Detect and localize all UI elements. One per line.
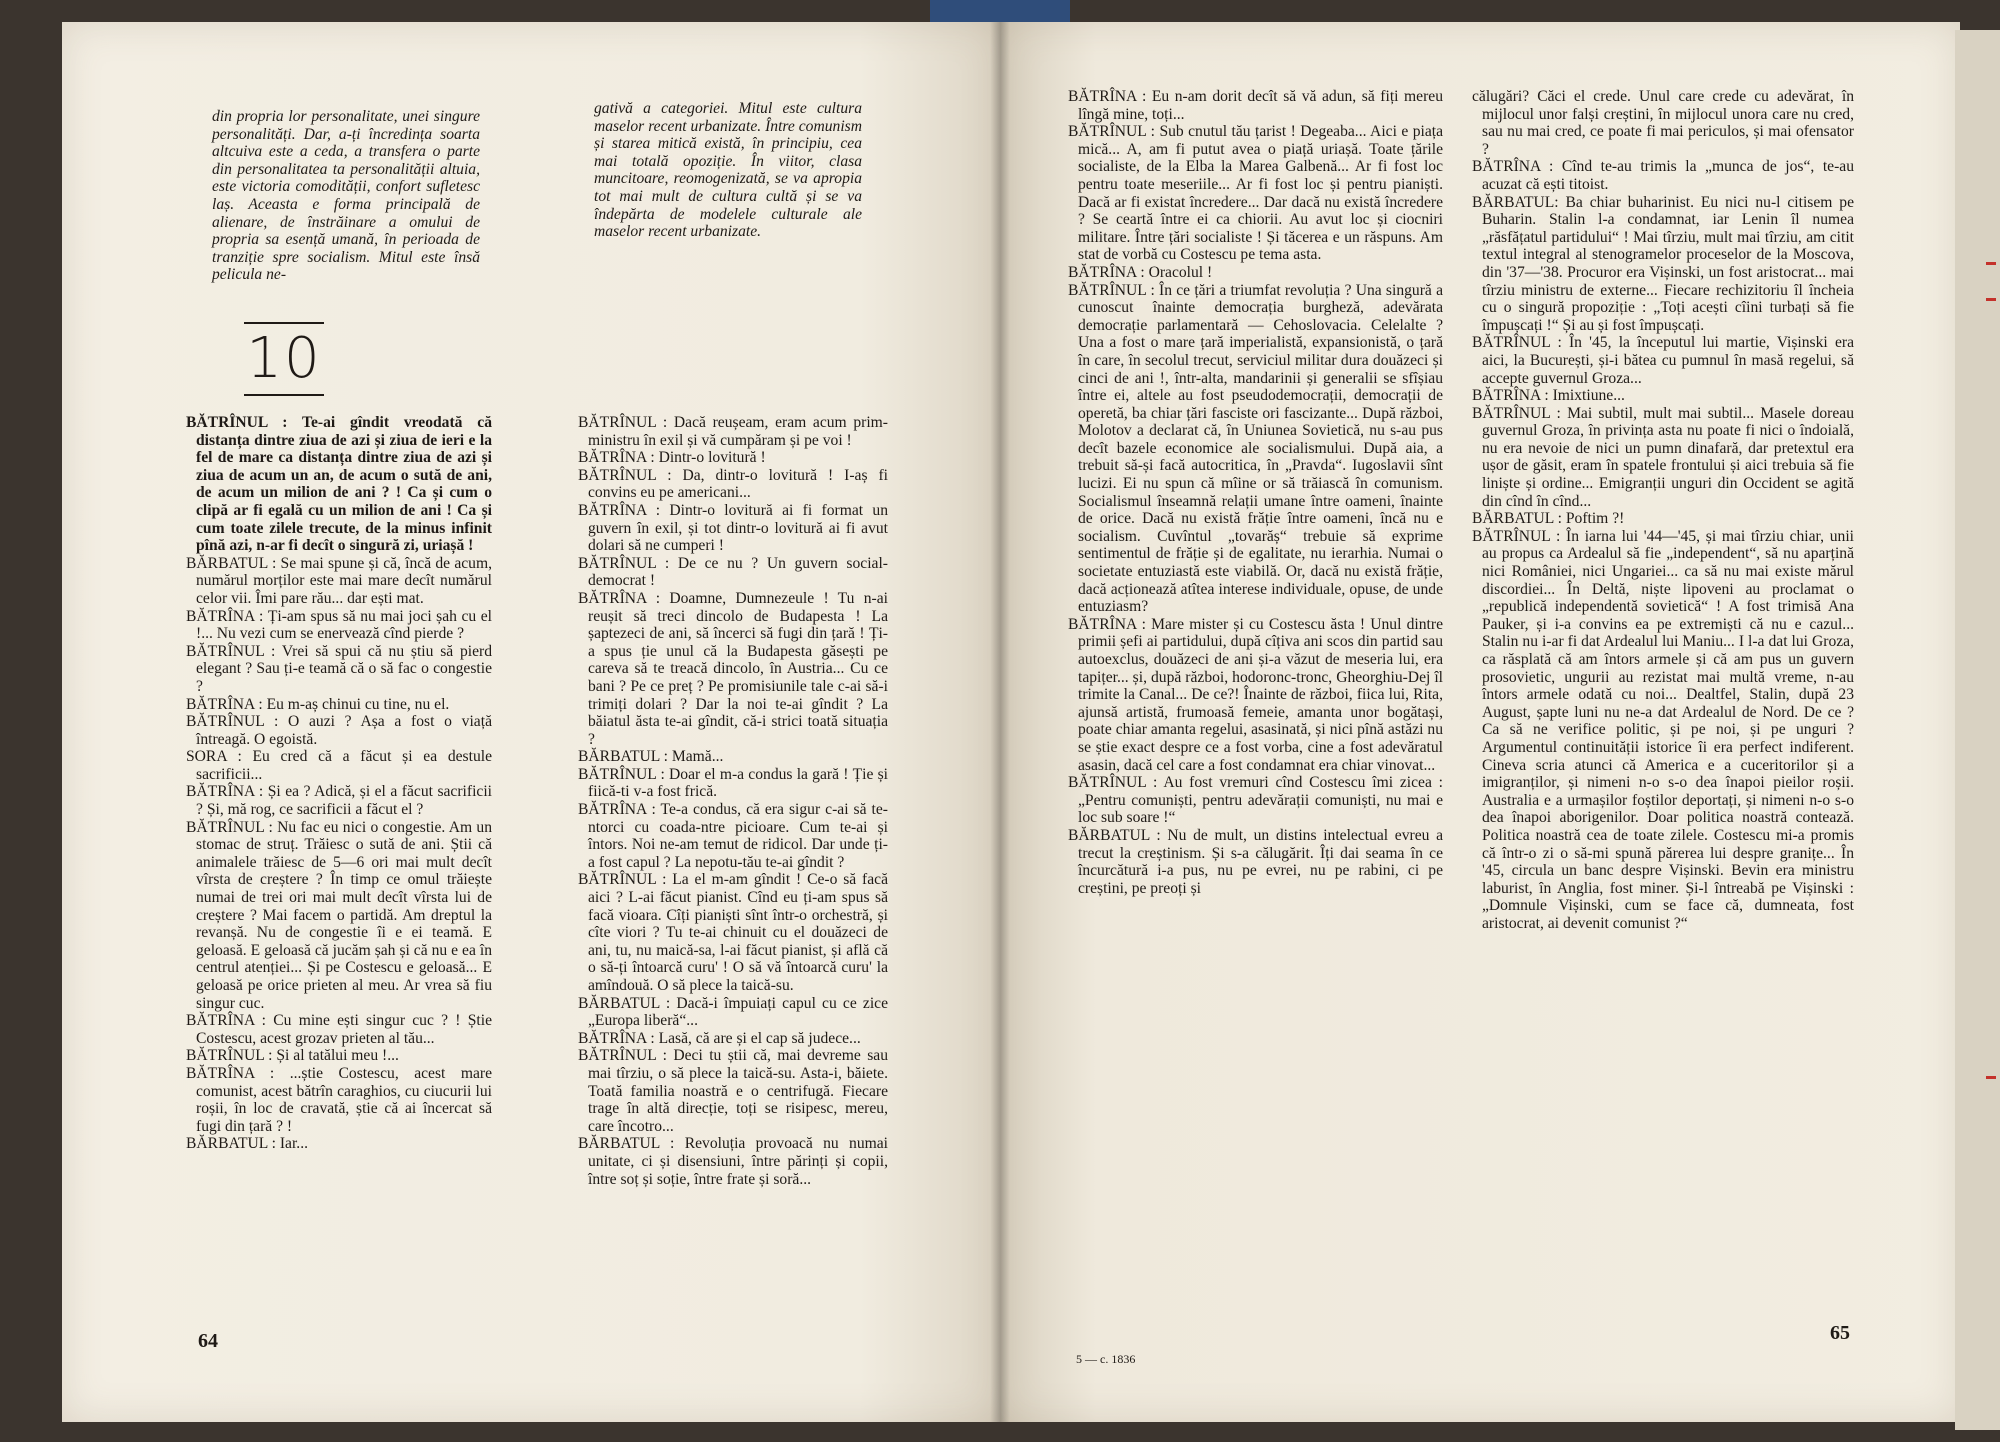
- dialogue-line: BĂRBATUL : Se mai spune și că, încă de acum, numărul morților este mai mare decît numărul celor vii. Îmi pare rău... dar ești mat.: [186, 554, 492, 607]
- red-edge-mark: [1986, 298, 1996, 301]
- red-edge-mark: [1986, 1076, 1996, 1079]
- paragraph: gativă a categoriei. Mitul este cultura maselor recent urbanizate. Între comunism și starea mitică există, în principiu, cea mai totală opoziție. În viitor, clasa muncitoare, reomogenizată, se va apropia tot mai mult de cultura cultă și se va îndepărta de modelele culturale ale maselor recent urbanizate.: [594, 100, 862, 241]
- dialogue-line: BĂTRÎNUL : În '45, la începutul lui martie, Vișinski era aici, la București, și-i bătea cu pumnul în masă regelui, să accepte guvernul Groza...: [1472, 334, 1854, 387]
- dialogue-line: BĂTRÎNA : Doamne, Dumnezeule ! Tu n-ai reușit să treci dincolo de Budapesta ! La șaptezeci de ani, să încerci să fugi din țară ! Ți-a spus ție unul că la Budapesta găsești pe careva să te treacă dincolo, în Austria... Cu ce bani ? Pe ce preț ? Pe promisiunile tale c-ai să-i trimiți dolari ? Dar la noi te-ai gîndit ? La băiatul ăsta te-ai gîndit, că-i strici toată situația ?: [578, 589, 888, 748]
- left-page: [62, 22, 1000, 1422]
- dialogue-line: BĂTRÎNUL : Mai subtil, mult mai subtil... Masele doreau guvernul Groza, în privința asta nu poate fi nici o îndoială, nu era nevoie de nici un pumn dinafară, dar pretextul era ușor de găsit, eram în spatele frontului și aici trebuia să fie liniște și ordine... Emigranții unguri din Occident se agită din cînd în cînd...: [1472, 404, 1854, 510]
- dialogue-line: BĂTRÎNA : Și ea ? Adică, și el a făcut sacrificii ? Și, mă rog, ce sacrificii a făcut el ?: [186, 783, 492, 819]
- dialogue-line: BĂRBATUL : Mamă...: [578, 748, 724, 766]
- red-edge-mark: [1986, 262, 1996, 265]
- chapter-rule-bottom: [244, 394, 324, 396]
- dialogue-line: BĂTRÎNUL : Vrei să spui că nu știu să pierd elegant ? Sau ți-e teamă că o să fac o congestie ?: [186, 642, 492, 695]
- dialogue-line: BĂRBATUL : Iar...: [186, 1135, 309, 1153]
- dialogue-line: BĂTRÎNUL : Nu fac eu nici o congestie. Am un stomac de struț. Trăiesc o sută de ani. Știi că animalele trăiesc de 5—6 ori mai mult decît vîrsta de creștere ? În timp ce omul trăiește numai de trei ori mai mult decît vîrsta lui de creștere ? Mai facem o partidă. Am dreptul la revanșă. Nu de congestie îi e ei teamă. E geloasă. E geloasă că jucăm șah și că nu e ea în centrul atenției... Și pe Costescu e geloasă... E geloasă pe orice prieten al meu. Ar vrea să fiu singur cuc.: [186, 818, 492, 1012]
- dialogue-line: BĂTRÎNA : Eu m-aș chinui cu tine, nu el.: [186, 695, 450, 713]
- dialogue-line: BĂTRÎNUL : O auzi ? Așa a fost o viață întreagă. O egoistă.: [186, 713, 492, 748]
- dialogue-line: BĂRBATUL : Poftim ?!: [1472, 510, 1625, 528]
- dialogue-line: BĂTRÎNA : Mare mister și cu Costescu ăsta ! Unul dintre primii șefi ai partidului, după cîțiva ani scos din partid sau autoexclus, douăzeci de ani și-a văzut de meseria lui, era tapițer... și, după război, hodoronc-tronc, Gheorghiu-Dej îl trimite la Canal... De ce?! Înainte de război, fiica lui, Rita, ajunsă artistă, frumoasă femeie, amanta unor bogătași, poate chiar amanta regelui, asasinată, și nici pînă astăzi nu se știe exact despre ce a fost vorba, cine a fost adevăratul asasin, dacă cel care a fost condamnat era chiar vinovat...: [1068, 615, 1443, 774]
- left-col1-intro: [212, 108, 480, 284]
- dialogue-line: BĂTRÎNUL : Da, dintr-o lovitură ! I-aș fi convins eu pe americani...: [578, 466, 888, 502]
- paragraph: din propria lor personalitate, unei singure personalități. Dar, a-ți încredința soarta altcuiva este a ceda, a transfera o parte din personalitatea ta personalității altuia, este victoria comodității, confort sufletesc laș. Aceasta e forma principală de alienare, de înstrăinare a omului de propria sa esență umană, în perioada de tranziție spre socialism. Mitul este însă pelicula ne-: [212, 108, 480, 284]
- book-gutter: [990, 22, 1010, 1422]
- page-stack-edge: [1955, 30, 2000, 1430]
- dialogue-line: BĂTRÎNA : Imixtiune...: [1472, 387, 1625, 405]
- dialogue-line: BĂRBATUL : Revoluția provoacă nu numai unitate, ci și disensiuni, între părinți și copii, între soț și soție, între frate și soră...: [578, 1135, 888, 1188]
- dialogue-line: BĂTRÎNA : Cu mine ești singur cuc ? ! Știe Costescu, acest grozav prieten al tău...: [186, 1012, 492, 1047]
- dialogue-line: BĂTRÎNA : Dintr-o lovitură !: [578, 449, 766, 467]
- dialogue-line: BĂTRÎNUL : Dacă reușeam, eram acum prim-ministru în exil și vă cumpăram și pe voi !: [578, 414, 888, 449]
- printer-signature: 5 — c. 1836: [1076, 1352, 1136, 1366]
- dialogue-line: BĂRBATUL: Ba chiar buharinist. Eu nici nu-l citisem pe Buharin. Stalin l-a condamnat, iar Lenin îl numea „răsfățatul partidului“ ! Mai tîrziu, mult mai tîrziu, am citit textul integral al stenogramelor proceselor de la Moscova, din '37—'38. Procuror era Vișinski, un fost aristocrat... mai tîrziu ministru de externe... Fiecare rechizitoriu îl încheia cu o singură propoziție : „Toți acești cîini turbați să fie împușcați !“ Și au și fost împușcați.: [1472, 193, 1854, 334]
- dialogue-line: BĂTRÎNA : Oracolul !: [1068, 263, 1213, 281]
- dialogue-line: BĂRBATUL : Dacă-i împuiați capul cu ce zice „Europa liberă“...: [578, 994, 888, 1030]
- dialogue-line: BĂTRÎNUL : De ce nu ? Un guvern social-democrat !: [578, 554, 888, 590]
- chapter-number: 10: [246, 326, 322, 391]
- dialogue-line: BĂTRÎNA : Lasă, că are și el cap să judece...: [578, 1029, 861, 1047]
- dialogue-line: BĂTRÎNUL : Te-ai gîndit vreodată că distanța dintre ziua de azi și ziua de ieri e la fel de mare ca distanța dintre ziua de azi și ziua de acum un an, de acum o sută de ani, de acum un milion de ani ? ! Ca și cum o clipă ar fi egală cu un milion de ani ! Ca și cum toate zilele trecute, de la minus infinit pînă azi, n-ar fi decît o singură zi, uriașă !: [186, 414, 492, 555]
- dialogue-line: BĂTRÎNUL : Și al tatălui meu !...: [186, 1047, 399, 1065]
- right-page: [1000, 22, 1960, 1422]
- dialogue-line: BĂTRÎNUL : Doar el m-a condus la gară ! Ție și fiică-ti v-a fost frică.: [578, 765, 888, 801]
- dialogue-line: BĂTRÎNA : Eu n-am dorit decît să vă adun, să fiți mereu lîngă mine, toți...: [1068, 88, 1443, 123]
- chapter-heading: [214, 322, 354, 396]
- dialogue-line: BĂTRÎNA : Cînd te-au trimis la „munca de jos“, te-au acuzat că ești titoist.: [1472, 158, 1854, 193]
- right-col1-dialogue: [1068, 88, 1443, 897]
- dialogue-line: BĂRBATUL : Nu de mult, un distins intelectual evreu a trecut la creștinism. Și s-a călugărit. Îți dai seama în ce încurcătură i-a pus, nu pe evrei, nu pe rabini, ci pe creștini, pe preoți și: [1068, 826, 1443, 897]
- dialogue-line: SORA : Eu cred că a făcut și ea destule sacrificii...: [186, 748, 492, 783]
- left-col2-dialogue: [578, 414, 888, 1188]
- dialogue-line: BĂTRÎNUL : Deci tu știi că, mai devreme sau mai tîrziu, o să plece la taică-su. Asta-i, băiete. Toată familia noastră e o centrifugă. Fiecare trage în altă direcție, toți se risipesc, mereu, care încotro...: [578, 1047, 888, 1135]
- dialogue-line: BĂTRÎNA : Ți-am spus să nu mai joci șah cu el !... Nu vezi cum se enervează cînd pierde ?: [186, 607, 492, 643]
- dialogue-line: călugări? Căci el crede. Unul care crede cu adevărat, în mijlocul unor falși creștini, în mijlocul unora care nu cred, sau nu mai cred, ce poate fi mai periculos, și mai ofensator ?: [1472, 88, 1854, 158]
- dialogue-line: BĂTRÎNA : Dintr-o lovitură ai fi format un guvern în exil, și tot dintr-o lovitură ai fi avut dolari să ne cumperi !: [578, 501, 888, 555]
- dialogue-line: BĂTRÎNA : ...știe Costescu, acest mare comunist, acest bătrîn caraghios, cu ciucurii lui roșii, în loc de cravată, știe că ai încercat să fugi din țară ? !: [186, 1064, 492, 1135]
- left-col1-lines: [186, 555, 492, 1153]
- dialogue-line: BĂTRÎNUL : Au fost vremuri cînd Costescu îmi zicea : „Pentru comuniști, pentru adevărații comuniști, nu mai e loc sub soare !“: [1068, 774, 1443, 827]
- page-number-right: 65: [1830, 1322, 1850, 1344]
- left-col1-dialogue: [186, 414, 492, 1153]
- dialogue-line: BĂTRÎNUL : În iarna lui '44—'45, și mai tîrziu chiar, unii au propus ca Ardealul să fie „independent“, să nu aparțină nici României, nici Ungariei... ca să nu mai existe mărul discordiei... În Deltă, niște lipoveni au proclamat o „republică independentă sovietică“ ! A fost trimisă Ana Pauker, și i-a convins ea pe extremiști că nu e cazul... Stalin nu i-ar fi dat Ardealul lui Maniu... I l-a dat lui Groza, ca răsplată că am întors armele și că am pus un guvern prosovietic, ungurii au rezistat mai multă vreme, n-au întors armele odată cu noi... Dealtfel, Stalin, după 23 August, șapte luni nu ne-a dat Ardealul de Nord. De ce ? Ca să ne verifice politic, și pe noi, și pe unguri ? Argumentul continuității istorice îi era perfect indiferent. Cineva scria atunci că America e a cuceritorilor și a imigranților, și nimeni n-o s-o dea înapoi pieilor roșii. Australia e a urmașilor foștilor deportați, și nimeni n-o s-o dea înapoi aborigenilor. Doar politica noastră contează. Politica noastră cea de toate zilele. Costescu mi-a promis că într-o zi o să-mi spună părerea lui despre granițe... În '45, circula un banc despre Vișinski. Bevin era ministru laburist, în Anglia, fost miner. Și-l întreabă pe Vișinski : „Domnule Vișinski, cum se face că, dumneata, fost aristocrat, ai devenit comunist ?“: [1472, 527, 1854, 932]
- dialogue-line: BĂTRÎNA : Te-a condus, că era sigur c-ai să te-ntorci cu coada-ntre picioare. Cum te-ai și întors. Noi ne-am temut de ridicol. Dar unde ți-a fost capul ? La nepotu-tău te-ai gîndit ?: [578, 801, 888, 871]
- book-cover-edge: [930, 0, 1070, 22]
- dialogue-line: BĂTRÎNUL : În ce țări a triumfat revoluția ? Una singură a cunoscut înainte democrația burgheză, adevărata democrație parlamentară — Cehoslovacia. Celelalte ? Una a fost o mare țară imperialistă, expansionistă, o țară în care, în secolul trecut, serviciul militar dura douăzeci și cinci de ani !, într-alta, mandarinii și generalii se sfîșiau între ei, altele au fost pseudodemocrații, democrații de operetă, ba chiar țări fasciste ori fascizante... După război, Molotov a declarat că, în Uniunea Sovietică, nu s-au pus decît bazele economice ale socialismului. După aia, a trebuit să-și facă autocritica, în „Pravda“. Iugoslavii sînt lucizi. Ei nu spun că mîine or să trăiască în comunism. Socialismul înseamnă relații umane între oameni, înainte de orice. Dacă nu există frăție între oameni, încă nu e socialism. Cuvîntul „tovarăș“ trebuie să exprime sentimentul de frăție și de egalitate, nu ierarhia. Numai o societate entuziastă este viabilă. Or, dacă nu există frăție, dacă acționează atîtea interese individuale, opuse, de unde entuziasm?: [1068, 281, 1443, 616]
- page-number-left: 64: [198, 1330, 218, 1352]
- dialogue-line: BĂTRÎNUL : La el m-am gîndit ! Ce-o să facă aici ? L-ai făcut pianist. Cînd eu ți-am spus să facă vioara. Cîți pianiști sînt într-o orchestră, și cîte viori ? Tu te-ai chinuit cu el douăzeci de ani, tu, nu maică-sa, l-ai făcut pianist, și află că o să-ți întoarcă curu' ! O să vă întoarcă curu' la amîndouă. O să plece la taică-su.: [578, 871, 888, 994]
- left-col2-intro: [594, 100, 862, 241]
- right-col2-dialogue: [1472, 88, 1854, 933]
- dialogue-line: BĂTRÎNUL : Sub cnutul tău țarist ! Degeaba... Aici e piața mică... A, am fi putut avea o piață uriașă. Toate țările socialiste, de la Elba la Marea Galbenă... Ar fi fost loc pentru toate meseriile... Ar fi fost loc și pentru pianiști. Dacă ar fi existat încredere... Dar dacă nu există încredere ? Se ceartă între ei ca chiorii. Au avut loc și ciocniri militare. Între țări socialiste ! Și tăcerea e un răspuns. Am stat de vorbă cu Costescu pe tema asta.: [1068, 123, 1443, 264]
